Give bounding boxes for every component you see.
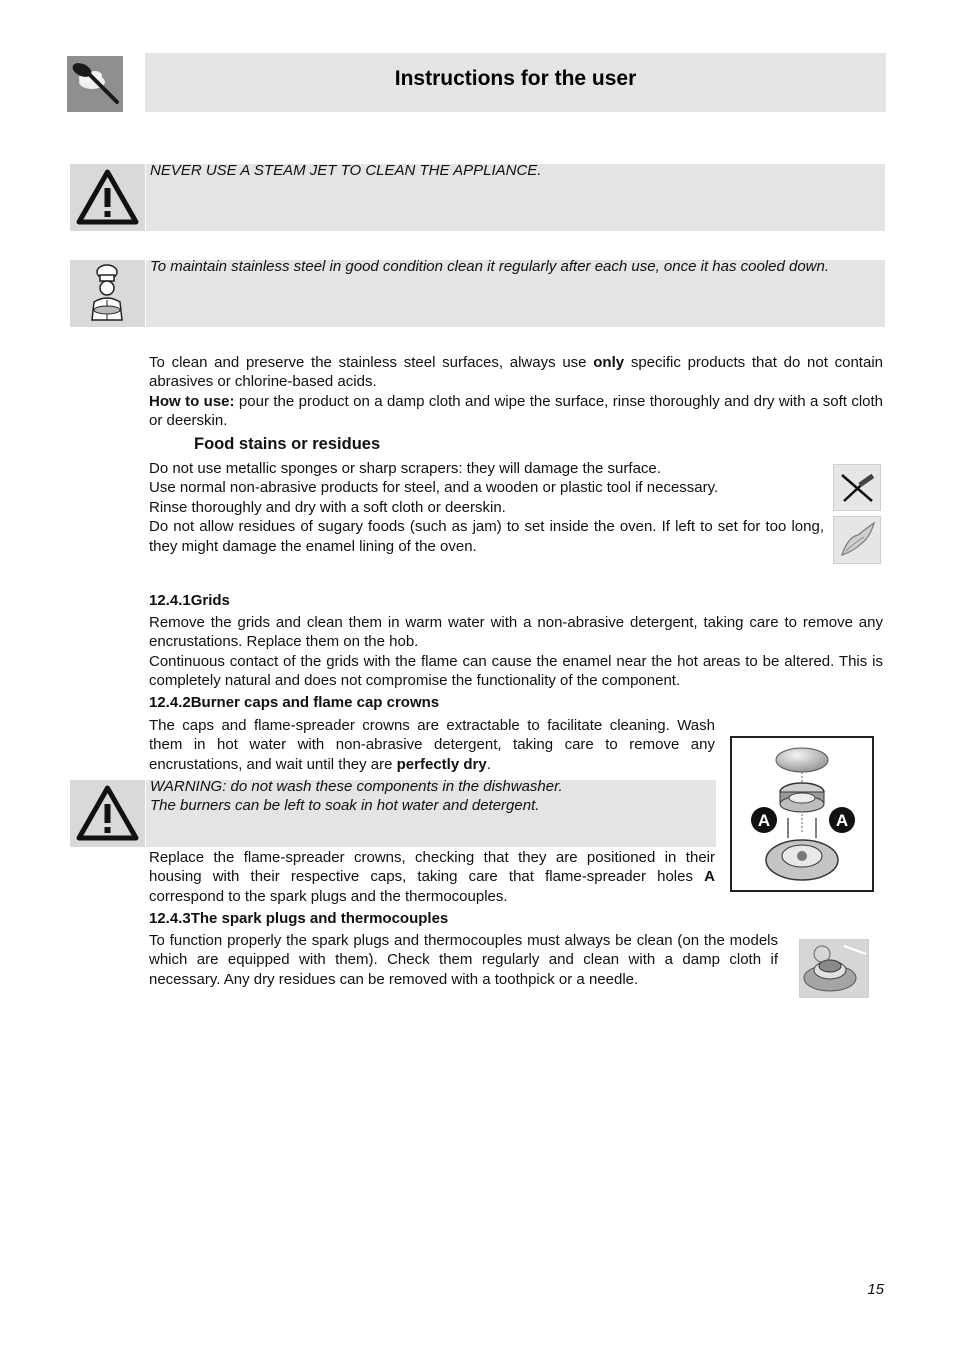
- text-run: Replace the flame-spreader crowns, checking that they are positioned in their housing with their respective caps, taking care that flame-spreader holes: [149, 849, 715, 886]
- burner-figure: [730, 736, 874, 892]
- text-run: pour the product on a damp cloth and wipe the surface, rinse thoroughly and dry with a soft cloth or deerskin.: [149, 392, 884, 430]
- section-number: 12.4.1: [149, 592, 191, 609]
- text-run: specific products that do not contain abrasives or chlorine-based acids.: [149, 354, 883, 391]
- section-title: Grids: [190, 592, 230, 609]
- crossed-scraper-icon: [833, 464, 881, 511]
- spark-paragraph-1: To function properly the spark plugs and thermocouples must always be clean (on the models which are equipped with them). Check them regularly and clean with a damp cloth if necessary. Any dry residues can be removed with a toothpick or a needle.: [149, 932, 778, 988]
- grids-paragraph-2: Continuous contact of the grids with the flame can cause the enamel near the hot areas to be altered. This is completely natural and does not compromise the functionality of the component.: [149, 652, 883, 690]
- text-bold: perfectly dry: [396, 755, 487, 773]
- burner-paragraph-2: [149, 848, 715, 906]
- food-stains-heading: Food stains or residues: [194, 435, 381, 453]
- spark-heading: [149, 910, 448, 927]
- burner-warning-line-2: The burners can be left to soak in hot water and detergent.: [150, 797, 540, 814]
- burner-warning-banner: [146, 780, 716, 847]
- burner-body-1: [149, 716, 715, 774]
- header-logo: [67, 56, 123, 112]
- burner-body-2: [149, 848, 715, 906]
- burner-warning-line-1: WARNING: do not wash these components in the dishwasher.: [150, 778, 563, 795]
- section-number: 12.4.3: [149, 910, 191, 927]
- text-bold: only: [593, 354, 625, 371]
- warning-icon-box-2: [70, 780, 145, 847]
- tip-text: To maintain stainless steel in good condition clean it regularly after each use, once it has cooled down.: [150, 258, 830, 275]
- header-bar: [145, 53, 886, 112]
- page-title: Instructions for the user: [394, 67, 637, 90]
- section-title: Burner caps and flame cap crowns: [190, 694, 440, 711]
- text-bold: A: [704, 868, 715, 886]
- chef-icon-box: [70, 260, 145, 327]
- grids-paragraph-1: Remove the grids and clean them in warm water with a non-abrasive detergent, taking care to remove any encrustations. Replace them on the hob.: [149, 614, 883, 651]
- chef-icon: [70, 260, 145, 327]
- burner-paragraph-1: [149, 716, 715, 774]
- text-run: correspond to the spark plugs and the thermocouples.: [149, 887, 508, 905]
- warning-triangle-icon: [70, 164, 145, 231]
- crossed-scraper-svg: [834, 465, 880, 510]
- burner-cleaning-svg: [800, 940, 868, 997]
- section-number: 12.4.2: [149, 694, 191, 711]
- food-line-4: Do not allow residues of sugary foods (such as jam) to set inside the oven. If left to set for too long, they might damage the enamel lining of the oven.: [149, 518, 824, 555]
- warning-triangle-icon: [70, 780, 145, 847]
- burner-exploded-illustration: [732, 738, 872, 890]
- stainless-section: [149, 353, 883, 431]
- text-run: .: [486, 755, 491, 773]
- figure-label-a-right: A: [835, 811, 849, 830]
- spark-body: [149, 931, 778, 989]
- stainless-paragraph-2: [149, 392, 883, 431]
- grids-body: [149, 613, 883, 691]
- food-line-1: Do not use metallic sponges or sharp scrapers: they will damage the surface.: [149, 460, 661, 477]
- burner-cleaning-icon: [799, 939, 869, 998]
- text-run: To clean and preserve the stainless steel surfaces, always use: [149, 354, 594, 371]
- warning-banner: [146, 164, 885, 231]
- burner-heading: [149, 694, 439, 711]
- cloth-svg: [834, 517, 880, 563]
- grids-heading: [149, 592, 230, 609]
- section-title: The spark plugs and thermocouples: [190, 910, 449, 927]
- tip-banner: [146, 260, 885, 327]
- stainless-paragraph-1: [149, 353, 883, 392]
- text-bold: How to use:: [149, 392, 235, 410]
- page-number: 15: [867, 1281, 884, 1298]
- figure-label-a-left: A: [757, 811, 771, 830]
- food-stains-body: [149, 459, 824, 556]
- text-run: The caps and flame-spreader crowns are extractable to facilitate cleaning. Wash them in hot water with non-abrasive detergent, taking care to remove any encrustations, and wait until they are: [149, 717, 715, 773]
- cloth-icon: [833, 516, 881, 564]
- warning-text: NEVER USE A STEAM JET TO CLEAN THE APPLIANCE.: [150, 162, 542, 179]
- spoon-chef-hat-icon: [67, 56, 123, 112]
- food-line-3: Rinse thoroughly and dry with a soft cloth or deerskin.: [149, 498, 506, 516]
- food-line-2: Use normal non-abrasive products for steel, and a wooden or plastic tool if necessary.: [149, 479, 719, 497]
- warning-icon-box: [70, 164, 145, 231]
